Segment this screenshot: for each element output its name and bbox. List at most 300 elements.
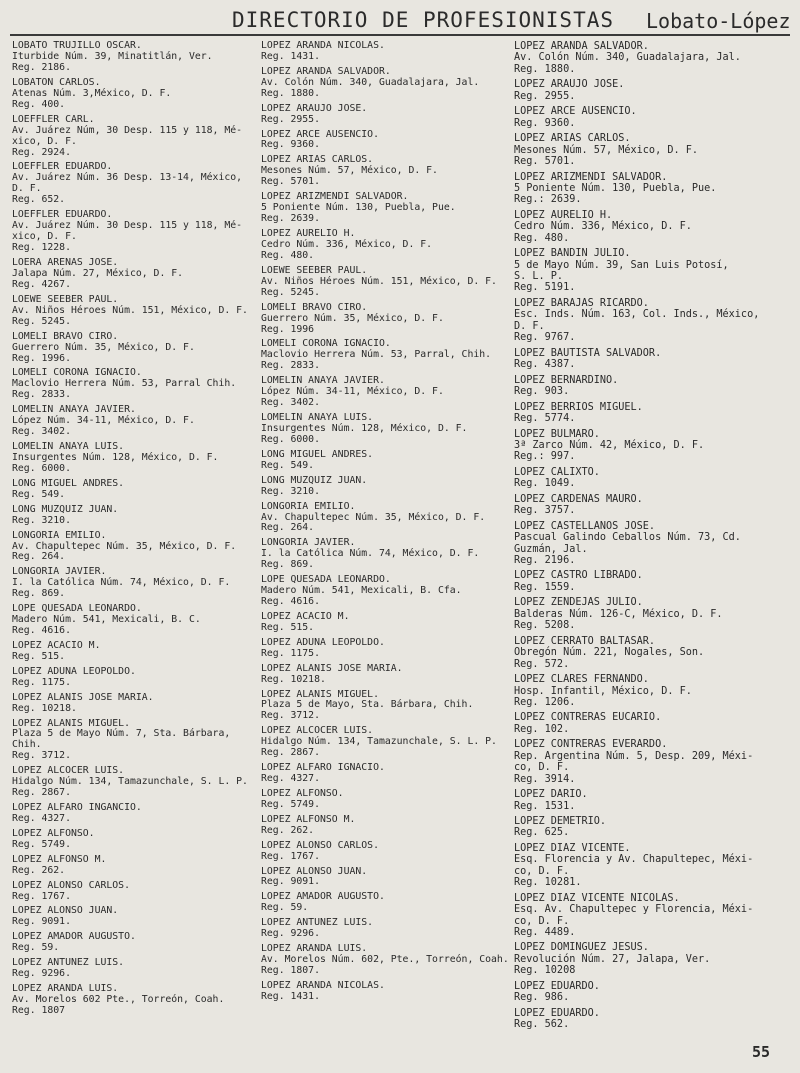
entry-registration: Reg. 549. bbox=[12, 488, 66, 500]
entry-name: LOPEZ BULMARO. bbox=[514, 428, 600, 440]
directory-entry bbox=[514, 636, 789, 670]
entry-name: LOMELIN ANAYA LUIS. bbox=[261, 412, 374, 424]
directory-entry bbox=[12, 881, 260, 903]
entry-name: LOPEZ ALONSO CARLOS. bbox=[12, 879, 130, 891]
entry-address: Rep. Argentina Núm. 5, Desp. 209, Méxi- bbox=[514, 750, 754, 762]
entry-address: S. L. P. bbox=[514, 271, 564, 283]
entry-registration: Reg. 1807 bbox=[12, 1004, 66, 1016]
entry-registration: Reg. 9296. bbox=[12, 968, 71, 980]
entry-name: LOMELIN ANAYA JAVIER. bbox=[261, 375, 385, 387]
entry-name: LOPEZ AMADOR AUGUSTO. bbox=[12, 931, 136, 943]
entry-registration: Reg. 400. bbox=[12, 98, 66, 110]
entry-registration: Reg. 3402. bbox=[261, 397, 320, 409]
entry-name: LOPEZ DIAZ VICENTE NICOLAS. bbox=[514, 892, 680, 904]
entry-name: LONGORIA JAVIER. bbox=[261, 537, 356, 549]
entry-address: Av. Chapultepec Núm. 35, México, D. F. bbox=[12, 540, 237, 552]
page-header bbox=[0, 8, 800, 36]
entry-name: LOPEZ CONTRERAS EUCARIO. bbox=[514, 712, 662, 724]
entry-registration: Reg. 2196. bbox=[514, 554, 576, 566]
entry-name: LOPEZ ACACIO M. bbox=[12, 639, 101, 651]
directory-entry bbox=[261, 638, 509, 660]
directory-entry bbox=[514, 597, 789, 631]
entry-name: LOPEZ ALFARO IGNACIO. bbox=[261, 762, 385, 774]
entry-address: I. la Católica Núm. 74, México, D. F. bbox=[261, 548, 480, 560]
directory-entry bbox=[261, 502, 509, 535]
entry-registration: Reg. 3712. bbox=[12, 750, 71, 762]
entry-registration: Reg. 1431. bbox=[261, 990, 320, 1002]
entry-name: LOEFFLER CARL. bbox=[12, 113, 95, 125]
directory-entry bbox=[261, 104, 509, 126]
entry-address: Insurgentes Núm. 128, México, D. F. bbox=[261, 423, 468, 434]
entry-name: LOPE QUESADA LEONARDO. bbox=[261, 574, 391, 586]
directory-entry bbox=[261, 376, 509, 409]
entry-name: LOPEZ CONTRERAS EVERARDO. bbox=[514, 739, 668, 751]
directory-entry bbox=[261, 815, 509, 837]
entry-address: Obregón Núm. 221, Nogales, Son. bbox=[514, 647, 705, 659]
entry-name: LOPEZ DARIO. bbox=[514, 789, 588, 801]
directory-entry bbox=[261, 229, 509, 262]
entry-registration: Reg. 4327. bbox=[12, 813, 71, 825]
directory-entry bbox=[12, 258, 260, 291]
entry-registration: Reg. 59. bbox=[261, 902, 309, 914]
directory-entry bbox=[261, 476, 509, 498]
entry-address: Atenas Núm. 3,México, D. F. bbox=[12, 87, 172, 99]
entry-address: Plaza 5 de Mayo, Sta. Bárbara, Chih. bbox=[261, 699, 474, 711]
entry-registration: Reg. 1767. bbox=[12, 890, 71, 902]
directory-entry bbox=[514, 402, 789, 425]
entry-address: Cedro Núm. 336, México, D. F. bbox=[514, 221, 692, 233]
directory-entry bbox=[261, 867, 509, 889]
entry-name: LOPEZ AURELIO H. bbox=[261, 227, 356, 239]
entry-registration: Reg. 1559. bbox=[514, 581, 576, 593]
entry-address: I. la Católica Núm. 74, México, D. F. bbox=[12, 577, 231, 589]
entry-name: LOMELI BRAVO CIRO. bbox=[261, 301, 368, 313]
entry-address: Maclovio Herrera Núm. 53, Parral Chih. bbox=[12, 378, 237, 390]
entry-registration: Reg. 9091. bbox=[12, 916, 71, 928]
directory-entry bbox=[12, 295, 260, 328]
entry-address: Av. Juárez Núm. 36 Desp. 13-14, México, bbox=[12, 172, 243, 184]
entry-address: 3ª Zarco Núm. 42, México, D. F. bbox=[514, 439, 705, 451]
directory-entry bbox=[12, 958, 260, 980]
directory-entry bbox=[12, 641, 260, 663]
directory-entry bbox=[12, 829, 260, 851]
entry-registration: Reg. 2955. bbox=[261, 113, 320, 125]
directory-entry bbox=[12, 667, 260, 689]
entry-name: LOPEZ ANTUNEZ LUIS. bbox=[12, 957, 125, 969]
directory-entry bbox=[514, 172, 789, 206]
entry-name: LOPEZ ARANDA LUIS. bbox=[12, 983, 119, 994]
directory-entry bbox=[261, 981, 509, 1003]
entry-address: D. F. bbox=[514, 320, 545, 332]
directory-entry bbox=[514, 210, 789, 244]
entry-name: LOPEZ ALONSO JUAN. bbox=[261, 865, 368, 877]
directory-entry bbox=[514, 248, 789, 294]
entry-address: Jalapa Núm. 27, México, D. F. bbox=[12, 267, 184, 279]
entry-registration: Reg. 2867. bbox=[12, 787, 71, 799]
entry-registration: Reg. 2833. bbox=[12, 389, 71, 401]
entry-address: López Núm. 34-11, México, D. F. bbox=[261, 386, 444, 398]
entry-name: LOPEZ ARANDA SALVADOR. bbox=[261, 65, 391, 77]
entry-name: LOEFFLER EDUARDO. bbox=[12, 161, 113, 173]
entry-registration: Reg. 903. bbox=[514, 386, 570, 398]
entry-name: LOPEZ AMADOR AUGUSTO. bbox=[261, 891, 385, 903]
entry-name: LOPEZ DIAZ VICENTE. bbox=[514, 842, 631, 854]
directory-entry bbox=[261, 67, 509, 100]
page-title: DIRECTORIO DE PROFESIONISTAS bbox=[232, 8, 615, 32]
entry-address: Mesones Núm. 57, México, D. F. bbox=[261, 165, 438, 177]
directory-entry bbox=[261, 450, 509, 472]
entry-name: LOPEZ ARIZMENDI SALVADOR. bbox=[261, 191, 409, 203]
directory-entry bbox=[261, 575, 509, 608]
entry-name: LOMELIN ANAYA LUIS. bbox=[12, 441, 125, 453]
entry-address: Av. Niños Héroes Núm. 151, México, D. F. bbox=[261, 275, 497, 287]
entry-address: Pascual Galindo Ceballos Núm. 73, Cd. bbox=[514, 532, 741, 544]
entry-name: LOPEZ BARAJAS RICARDO. bbox=[514, 297, 649, 309]
entry-registration: Reg. 6000. bbox=[261, 433, 320, 445]
entry-name: LONGORIA EMILIO. bbox=[12, 529, 107, 541]
entry-name: LOEFFLER EDUARDO. bbox=[12, 209, 113, 221]
entry-name: LOPEZ DEMETRIO. bbox=[514, 816, 607, 828]
directory-entry bbox=[514, 712, 789, 735]
entry-registration: Reg. 1996. bbox=[12, 352, 71, 364]
directory-entry bbox=[12, 368, 260, 401]
directory-entry bbox=[12, 41, 260, 74]
entry-name: LOPEZ ADUNA LEOPOLDO. bbox=[12, 665, 136, 677]
entry-name: LOPEZ ALCOCER LUIS. bbox=[261, 725, 374, 737]
directory-entry bbox=[12, 932, 260, 954]
entry-registration: Reg. 1049. bbox=[514, 478, 576, 490]
entry-registration: Reg. 1996 bbox=[261, 323, 315, 335]
entry-registration: Reg. 102. bbox=[514, 723, 570, 735]
directory-entry bbox=[261, 303, 509, 336]
entry-address: Chih. bbox=[12, 739, 42, 751]
entry-name: LONG MIGUEL ANDRES. bbox=[12, 477, 125, 489]
entry-address: 5 de Mayo Núm. 39, San Luis Potosí, bbox=[514, 259, 729, 271]
entry-address: Av. Niños Héroes Núm. 151, México, D. F. bbox=[12, 304, 248, 316]
entry-registration: Reg. 5245. bbox=[261, 286, 320, 298]
directory-entry bbox=[261, 192, 509, 225]
directory-entry bbox=[12, 162, 260, 206]
directory-entry bbox=[514, 106, 789, 129]
directory-entry bbox=[514, 843, 789, 889]
directory-entry bbox=[12, 984, 260, 1017]
entry-name: LONG MUZQUIZ JUAN. bbox=[12, 503, 119, 515]
entry-address: 5 Poniente Núm. 130, Puebla, Pue. bbox=[261, 202, 456, 214]
page-range-label: Lobato-López bbox=[646, 9, 791, 33]
entry-registration: Reg. 9296. bbox=[261, 928, 320, 940]
entry-name: LOPEZ ARANDA NICOLAS. bbox=[261, 979, 385, 991]
entry-name: LOPEZ ALONSO JUAN. bbox=[12, 905, 119, 917]
entry-name: LONGORIA EMILIO. bbox=[261, 500, 356, 512]
entry-registration: Reg. 869. bbox=[12, 588, 66, 600]
entry-name: LOPE QUESADA LEONARDO. bbox=[12, 603, 142, 615]
entry-registration: Reg. 5749. bbox=[261, 798, 320, 810]
entry-name: LOPEZ ARCE AUSENCIO. bbox=[514, 106, 637, 118]
directory-entry bbox=[12, 405, 260, 438]
entry-name: LOMELIN ANAYA JAVIER. bbox=[12, 404, 136, 416]
entry-registration: Reg. 9091. bbox=[261, 876, 320, 888]
entry-name: LOMELI BRAVO CIRO. bbox=[12, 330, 119, 342]
entry-name: LOPEZ ALONSO CARLOS. bbox=[261, 839, 379, 851]
entry-registration: Reg. 2955. bbox=[514, 90, 576, 102]
entry-registration: Reg. 2867. bbox=[261, 747, 320, 759]
entry-address: xico, D. F. bbox=[12, 135, 77, 147]
entry-address: Balderas Núm. 126-C, México, D. F. bbox=[514, 608, 723, 620]
entry-registration: Reg. 562. bbox=[514, 1019, 570, 1031]
directory-entry bbox=[514, 942, 789, 976]
entry-registration: Reg. 2833. bbox=[261, 360, 320, 372]
entry-registration: Reg. 572. bbox=[514, 658, 570, 670]
entry-name: LOPEZ ARANDA NICOLAS. bbox=[261, 40, 385, 51]
entry-address: Av. Morelos 602 Pte., Torreón, Coah. bbox=[12, 993, 225, 1005]
entry-registration: Reg. 4616. bbox=[12, 625, 71, 637]
entry-registration: Reg. 4267. bbox=[12, 278, 71, 290]
entry-name: LOMELI CORONA IGNACIO. bbox=[12, 367, 142, 379]
directory-entry bbox=[12, 442, 260, 475]
entry-registration: Reg. 3210. bbox=[12, 514, 71, 526]
entry-registration: Reg. 4387. bbox=[514, 359, 576, 371]
directory-entry bbox=[514, 521, 789, 567]
entry-address: Madero Núm. 541, Mexicali, B. Cfa. bbox=[261, 585, 462, 597]
directory-entry bbox=[514, 981, 789, 1004]
entry-registration: Reg. 1880. bbox=[514, 63, 576, 75]
entry-registration: Reg. 262. bbox=[12, 864, 66, 876]
entry-name: LOPEZ CASTELLANOS JOSE. bbox=[514, 520, 656, 532]
entry-name: LOPEZ DOMINGUEZ JESUS. bbox=[514, 942, 649, 954]
entry-registration: Reg. 6000. bbox=[12, 462, 71, 474]
entry-name: LOPEZ BERNARDINO. bbox=[514, 374, 619, 386]
directory-entry bbox=[514, 893, 789, 939]
entry-registration: Reg. 2924. bbox=[12, 146, 71, 158]
directory-entry bbox=[12, 906, 260, 928]
entry-name: LOPEZ BANDIN JULIO. bbox=[514, 248, 631, 260]
entry-address: Guerrero Núm. 35, México, D. F. bbox=[12, 341, 195, 353]
entry-address: Hidalgo Núm. 134, Tamazunchale, S. L. P. bbox=[12, 776, 248, 788]
directory-entry bbox=[261, 612, 509, 634]
directory-entry bbox=[261, 892, 509, 914]
entry-address: Av. Colón Núm. 340, Guadalajara, Jal. bbox=[514, 52, 741, 64]
entry-registration: Reg. 549. bbox=[261, 459, 315, 471]
entry-name: LOPEZ CALIXTO. bbox=[514, 466, 600, 478]
entry-address: Esq. Florencia y Av. Chapultepec, Méxi- bbox=[514, 854, 754, 866]
entry-registration: Reg. 869. bbox=[261, 559, 315, 571]
directory-entry bbox=[261, 339, 509, 372]
directory-entry bbox=[261, 690, 509, 723]
entry-name: LOPEZ ADUNA LEOPOLDO. bbox=[261, 636, 385, 648]
entry-name: LOPEZ BERRIOS MIGUEL. bbox=[514, 401, 643, 413]
entry-name: LOPEZ ALFONSO. bbox=[261, 787, 344, 799]
directory-entry bbox=[12, 210, 260, 254]
entry-name: LOPEZ EDUARDO. bbox=[514, 1007, 600, 1019]
directory-column-2 bbox=[261, 41, 509, 1007]
entry-registration: Reg. 1175. bbox=[12, 676, 71, 688]
entry-address: Iturbide Núm. 39, Minatitlán, Ver. bbox=[12, 50, 213, 62]
directory-entry bbox=[514, 570, 789, 593]
directory-entry bbox=[514, 79, 789, 102]
entry-registration: Reg. 1228. bbox=[12, 242, 71, 254]
entry-name: LOPEZ ALFONSO M. bbox=[261, 813, 356, 825]
entry-registration: Reg. 3914. bbox=[514, 773, 576, 785]
entry-registration: Reg. 5774. bbox=[514, 413, 576, 425]
entry-name: LOPEZ CASTRO LIBRADO. bbox=[514, 570, 643, 582]
entry-registration: Reg. 3712. bbox=[261, 710, 320, 722]
entry-address: xico, D. F. bbox=[12, 231, 77, 243]
entry-address: Av. Colón Núm. 340, Guadalajara, Jal. bbox=[261, 76, 480, 88]
entry-address: Av. Chapultepec Núm. 35, México, D. F. bbox=[261, 511, 486, 523]
entry-registration: Reg. 3210. bbox=[261, 485, 320, 497]
entry-name: LOPEZ ALFONSO M. bbox=[12, 853, 107, 865]
entry-registration: Reg. 986. bbox=[514, 992, 570, 1004]
entry-address: Hosp. Infantil, México, D. F. bbox=[514, 685, 692, 697]
entry-registration: Reg. 9767. bbox=[514, 332, 576, 344]
directory-entry bbox=[514, 429, 789, 463]
entry-registration: Reg. 515. bbox=[12, 650, 66, 662]
directory-entry bbox=[261, 944, 509, 977]
directory-entry bbox=[12, 479, 260, 501]
directory-entry bbox=[12, 505, 260, 527]
directory-entry bbox=[12, 332, 260, 365]
entry-registration: Reg. 4489. bbox=[514, 926, 576, 938]
entry-address: co, D. F. bbox=[514, 865, 570, 877]
directory-entry bbox=[261, 413, 509, 446]
entry-registration: Reg. 480. bbox=[514, 232, 570, 244]
entry-address: Maclovio Herrera Núm. 53, Parral, Chih. bbox=[261, 349, 492, 361]
entry-registration: Reg. 1880. bbox=[261, 87, 320, 99]
directory-entry bbox=[12, 604, 260, 637]
entry-address: Revolución Núm. 27, Jalapa, Ver. bbox=[514, 953, 711, 965]
directory-entry bbox=[514, 348, 789, 371]
entry-registration: Reg. 515. bbox=[261, 621, 315, 633]
entry-registration: Reg. 1206. bbox=[514, 696, 576, 708]
entry-name: LOERA ARENAS JOSE. bbox=[12, 256, 119, 268]
entry-registration: Reg. 2186. bbox=[12, 61, 71, 73]
directory-entry bbox=[261, 130, 509, 152]
entry-registration: Reg. 5701. bbox=[261, 176, 320, 188]
directory-entry bbox=[261, 726, 509, 759]
entry-name: LOPEZ ALANIS MIGUEL. bbox=[12, 717, 130, 729]
entry-address: Av. Juárez Núm, 30 Desp. 115 y 118, Mé- bbox=[12, 124, 243, 136]
directory-entry bbox=[514, 674, 789, 708]
entry-address: Hidalgo Núm. 134, Tamazunchale, S. L. P. bbox=[261, 736, 497, 748]
directory-entry bbox=[514, 298, 789, 344]
entry-registration: Reg.: 997. bbox=[514, 451, 576, 463]
directory-entry bbox=[12, 803, 260, 825]
entry-registration: Reg. 5749. bbox=[12, 838, 71, 850]
entry-name: LOPEZ ARIAS CARLOS. bbox=[514, 133, 631, 145]
entry-registration: Reg. 5245. bbox=[12, 315, 71, 327]
entry-address: Av. Juárez Núm. 30 Desp. 115 y 118, Mé- bbox=[12, 220, 243, 232]
directory-entry bbox=[12, 115, 260, 159]
entry-name: LOPEZ ANTUNEZ LUIS. bbox=[261, 917, 374, 929]
entry-registration: Reg. 1807. bbox=[261, 964, 320, 976]
directory-entry bbox=[514, 1008, 789, 1031]
directory-entry bbox=[514, 816, 789, 839]
entry-registration: Reg. 9360. bbox=[514, 117, 576, 129]
directory-entry bbox=[514, 494, 789, 517]
entry-address: Madero Núm. 541, Mexicali, B. C. bbox=[12, 614, 201, 626]
entry-name: LOPEZ CARDENAS MAURO. bbox=[514, 493, 643, 505]
entry-name: LOMELI CORONA IGNACIO. bbox=[261, 338, 391, 350]
entry-registration: Reg. 625. bbox=[514, 827, 570, 839]
entry-name: LOEWE SEEBER PAUL. bbox=[12, 293, 119, 305]
directory-entry bbox=[261, 789, 509, 811]
directory-entry bbox=[261, 841, 509, 863]
entry-name: LOPEZ ALANIS JOSE MARIA. bbox=[12, 691, 154, 703]
directory-entry bbox=[261, 266, 509, 299]
entry-name: LOPEZ ALFONSO. bbox=[12, 827, 95, 839]
directory-entry bbox=[514, 789, 789, 812]
directory-entry bbox=[261, 538, 509, 571]
entry-name: LONG MUZQUIZ JUAN. bbox=[261, 474, 368, 486]
directory-entry bbox=[514, 375, 789, 398]
header-divider bbox=[10, 34, 790, 36]
directory-entry bbox=[12, 78, 260, 111]
entry-name: LOPEZ ALANIS MIGUEL. bbox=[261, 688, 379, 700]
entry-registration: Reg. 59. bbox=[12, 942, 60, 954]
page-number: 55 bbox=[752, 1043, 771, 1061]
directory-entry bbox=[12, 766, 260, 799]
entry-registration: Reg. 1767. bbox=[261, 850, 320, 862]
entry-name: LOPEZ CLARES FERNANDO. bbox=[514, 674, 649, 686]
entry-name: LOPEZ ALCOCER LUIS. bbox=[12, 765, 125, 777]
entry-name: LOPEZ ARANDA SALVADOR. bbox=[514, 41, 649, 52]
directory-entry bbox=[12, 567, 260, 600]
entry-registration: Reg. 1175. bbox=[261, 647, 320, 659]
entry-registration: Reg. 3757. bbox=[514, 505, 576, 517]
entry-address: co, D. F. bbox=[514, 915, 570, 927]
directory-entry bbox=[261, 155, 509, 188]
entry-name: LONG MIGUEL ANDRES. bbox=[261, 448, 374, 460]
entry-name: LOPEZ CERRATO BALTASAR. bbox=[514, 635, 656, 647]
directory-column-3 bbox=[514, 41, 789, 1035]
entry-address: Insurgentes Núm. 128, México, D. F. bbox=[12, 452, 219, 463]
entry-name: LOPEZ ARCE AUSENCIO. bbox=[261, 128, 379, 140]
entry-address: Guzmán, Jal. bbox=[514, 543, 588, 555]
directory-entry bbox=[12, 531, 260, 564]
entry-registration: Reg. 10208 bbox=[514, 965, 576, 977]
entry-registration: Reg. 4327. bbox=[261, 773, 320, 785]
directory-entry bbox=[514, 739, 789, 785]
entry-name: LOPEZ ARAUJO JOSE. bbox=[261, 102, 368, 114]
entry-address: Plaza 5 de Mayo Núm. 7, Sta. Bárbara, bbox=[12, 728, 231, 740]
entry-registration: Reg. 264. bbox=[12, 551, 66, 563]
entry-name: LOPEZ ALFARO INGANCIO. bbox=[12, 802, 142, 814]
directory-entry bbox=[514, 41, 789, 75]
directory-entry bbox=[261, 41, 509, 63]
entry-name: LOPEZ ZENDEJAS JULIO. bbox=[514, 597, 643, 609]
entry-registration: Reg. 1531. bbox=[514, 800, 576, 812]
entry-registration: Reg. 9360. bbox=[261, 139, 320, 151]
entry-name: LOPEZ ARIAS CARLOS. bbox=[261, 154, 374, 166]
entry-registration: Reg. 2639. bbox=[261, 213, 320, 225]
entry-address: Guerrero Núm. 35, México, D. F. bbox=[261, 312, 444, 324]
entry-name: LOEWE SEEBER PAUL. bbox=[261, 264, 368, 276]
directory-column-1 bbox=[12, 41, 260, 1021]
entry-name: LOPEZ ACACIO M. bbox=[261, 610, 350, 622]
entry-address: Cedro Núm. 336, México, D. F. bbox=[261, 238, 433, 250]
entry-registration: Reg. 652. bbox=[12, 194, 66, 206]
entry-name: LOPEZ ARIZMENDI SALVADOR. bbox=[514, 171, 668, 183]
entry-address: co, D. F. bbox=[514, 762, 570, 774]
directory-entry bbox=[261, 664, 509, 686]
entry-address: Esq. Av. Chapultepec y Florencia, Méxi- bbox=[514, 904, 754, 916]
entry-address: López Núm. 34-11, México, D. F. bbox=[12, 415, 195, 427]
entry-name: LOPEZ BAUTISTA SALVADOR. bbox=[514, 347, 662, 359]
entry-registration: Reg. 4616. bbox=[261, 596, 320, 608]
entry-registration: Reg. 262. bbox=[261, 824, 315, 836]
entry-name: LOBATON CARLOS. bbox=[12, 76, 101, 88]
entry-registration: Reg. 1431. bbox=[261, 50, 320, 62]
